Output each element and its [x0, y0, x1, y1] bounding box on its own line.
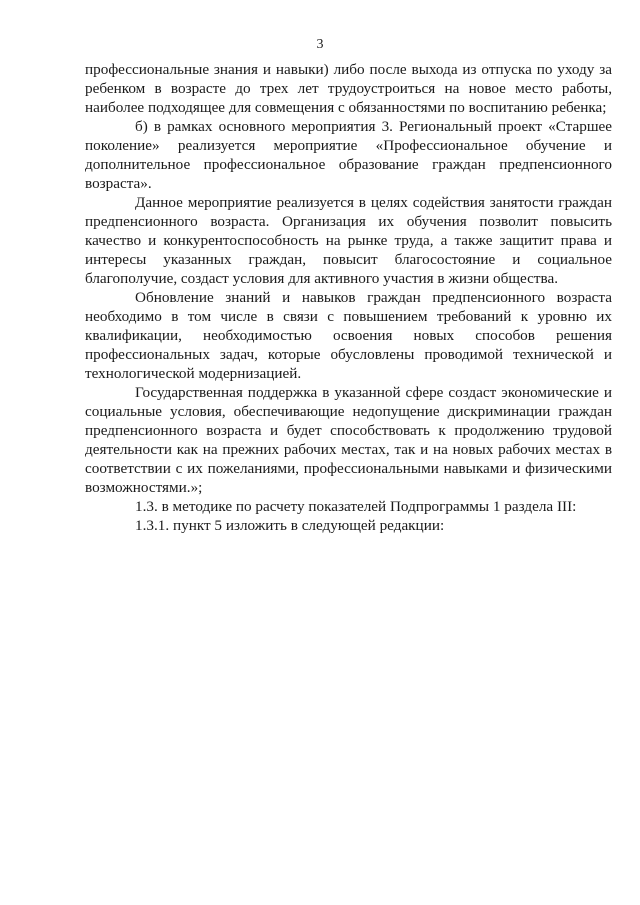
paragraph-continuation: профессиональные знания и навыки) либо после выхода из отпуска по уходу за ребенком в возрасте до трех лет трудоустроиться на новое место работы, наиболее подходящее для совмещения с обязанностями по воспитанию ребенка;	[85, 61, 612, 116]
document-body	[85, 60, 612, 535]
paragraph-measure-purpose: Данное мероприятие реализуется в целях содействия занятости граждан предпенсионного возраста. Организация их обучения позволит повысить качество и конкурентоспособность на рынке труда, а также защитит права и интересы указанных граждан, повысит благосостояние и социальное благополучие, создаст условия для активного участия в жизни общества.	[85, 194, 612, 287]
paragraph-item-1-3-1: 1.3.1. пункт 5 изложить в следующей редакции:	[135, 517, 445, 534]
paragraph-state-support: Государственная поддержка в указанной сфере создаст экономические и социальные условия, обеспечивающие недопущение дискриминации граждан предпенсионного возраста и будет способствовать к продолжению трудовой деятельности как на прежних рабочих местах, так и на новых рабочих местах в соответствии с их пожеланиями, профессиональными навыками и физическими возможностями.»;	[85, 384, 612, 496]
paragraph-item-b: б) в рамках основного мероприятия 3. Региональный проект «Старшее поколение» реализуется мероприятие «Профессиональное обучение и дополнительное профессиональное образование граждан предпенсионного возраста».	[85, 118, 612, 192]
page-number: 3	[316, 37, 324, 52]
paragraph-skills-update: Обновление знаний и навыков граждан предпенсионного возраста необходимо в том числе в связи с повышением требований к уровню их квалификации, необходимостью освоения новых способов решения профессиональных задач, которые обусловлены проводимой технической и технологической модернизацией.	[85, 289, 612, 382]
paragraph-item-1-3: 1.3. в методике по расчету показателей Подпрограммы 1 раздела III:	[135, 498, 577, 515]
